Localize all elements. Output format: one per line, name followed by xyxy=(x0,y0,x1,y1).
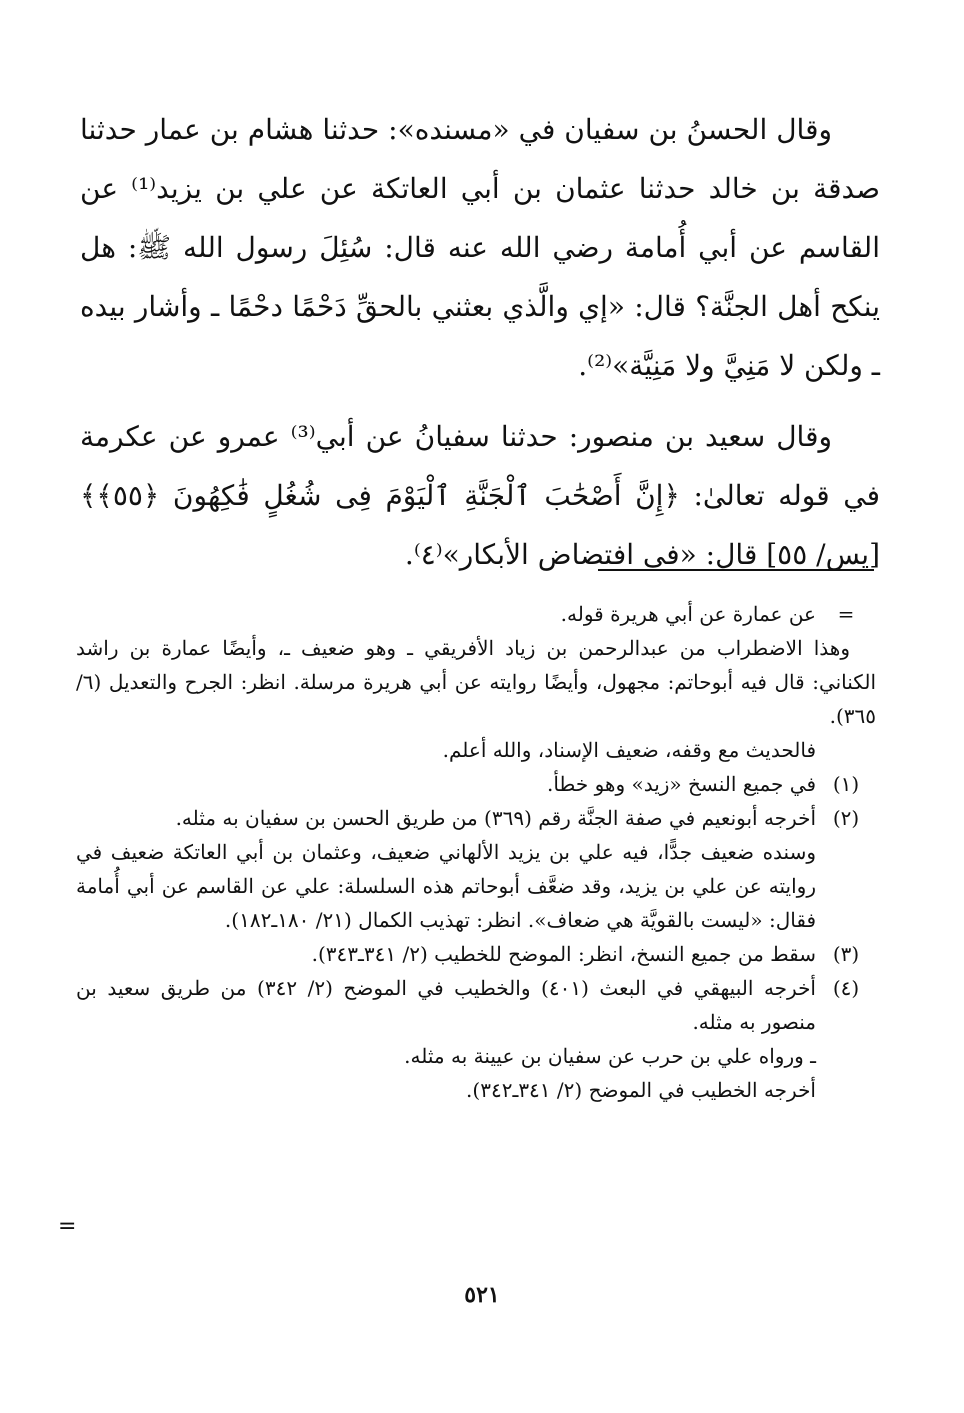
footnote-number: (٤) xyxy=(832,976,860,1000)
footnote-4-source: أخرجه الخطيب في الموضح (٢/ ٣٤١ـ٣٤٢). xyxy=(466,1078,816,1102)
paragraph-hasan-ibn-sufyan: وقال الحسنُ بن سفيان في «مسنده»: حدثنا هشام بن عمار حدثنا صدقة بن خالد حدثنا عثمان بن أبي العاتكة عن علي بن يزيد⁽¹⁾ عن القاسم عن أبي أُمامة رضي الله عنه قال: سُئِلَ رسول الله ﷺ: هل ينكح أهل الجنَّة؟ قال: «إي والَّذي بعثني بالحقِّ دَحْمًا دحْمًا ـ وأشار بيده ـ ولكن لا مَنِيَّ ولا مَنِيَّة»⁽²⁾. xyxy=(80,113,880,382)
continuation-conclusion: فالحديث مع وقفه، ضعيف الإسناد، والله أعلم. xyxy=(442,738,816,762)
continuation-line: عن عمارة عن أبي هريرة قوله. xyxy=(560,602,816,626)
footnote-separator xyxy=(598,569,874,571)
footnote-number: (٢) xyxy=(832,806,860,830)
footnote-3 xyxy=(76,937,876,971)
footnote-number: (٣) xyxy=(832,942,860,966)
footnote-2-continuation: وسنده ضعيف جدًّا، فيه علي بن يزيد الألهاني ضعيف، وعثمان بن أبي العاتكة ضعيف في روايته عن علي بن يزيد، وقد ضعَّف أبوحاتم هذه السلسلة: علي عن القاسم عن أبي أُمامة فقال: «ليست بالقويَّة هي ضعاف». انظر: تهذيب الكمال (٢١/ ١٨٠ـ١٨٢). xyxy=(76,840,816,932)
continuation-mark: = xyxy=(837,602,855,626)
paragraph-said-ibn-mansur: وقال سعيد بن منصور: حدثنا سفيانُ عن أبي⁽³⁾ عمرو عن عكرمة في قوله تعالىٰ: ﴿إِنَّ أَصْحَٰبَ ٱلْجَنَّةِ ٱلْيَوْمَ فِى شُغُلٍ فَٰكِهُونَ ﴿٥٥﴾﴾ [يس/ ٥٥] قال: «في افتضاض الأبكار»⁽٤⁾. xyxy=(80,420,880,571)
footnote-text: أخرجه البيهقي في البعث (٤٠١) والخطيب في الموضح (٢/ ٣٤٢) من طريق سعيد بن منصور به مثله. xyxy=(76,976,816,1034)
footnote-4-continuation: ـ ورواه علي بن حرب عن سفيان بن عيينة به مثله. xyxy=(404,1044,816,1068)
footnote-text: في جميع النسخ «زيد» وهو خطأ. xyxy=(546,772,816,796)
page-number: ٥٢١ xyxy=(464,1282,500,1308)
main-text xyxy=(80,100,880,584)
footnote-text: أخرجه أبونعيم في صفة الجنَّة رقم (٣٦٩) من طريق الحسن بن سفيان به مثله. xyxy=(175,806,816,830)
continuation-paragraph: وهذا الاضطراب من عبدالرحمن بن زياد الأفريقي ـ وهو ضعيف ـ، وأيضًا عمارة بن راشد الكناني: قال فيه أبوحاتم: مجهول، وأيضًا روايته عن أبي هريرة مرسلة. انظر: الجرح والتعديل (٦/ ٣٦٥). xyxy=(76,636,876,728)
footnote-4 xyxy=(76,971,876,1039)
footnote-continuation xyxy=(76,597,876,631)
footnote-number: (١) xyxy=(832,772,860,796)
footnotes xyxy=(76,597,876,1107)
bottom-continuation-mark: = xyxy=(58,1214,77,1239)
footnote-text: سقط من جميع النسخ، انظر: الموضح للخطيب (٢/ ٣٤١ـ٣٤٣). xyxy=(311,942,816,966)
footnote-2 xyxy=(76,801,876,835)
footnote-1 xyxy=(76,767,876,801)
